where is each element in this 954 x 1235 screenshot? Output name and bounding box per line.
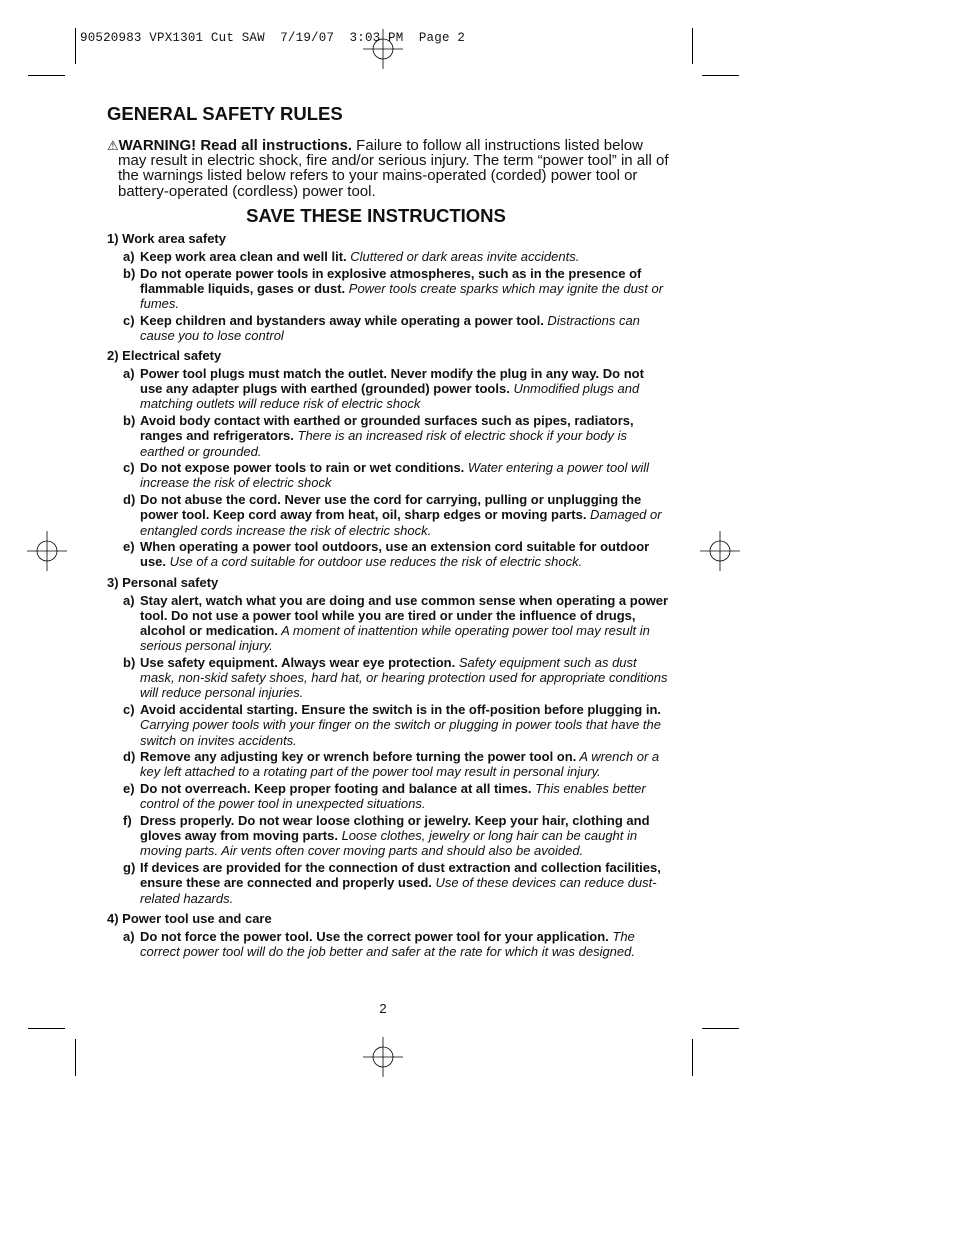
rule-label: d) — [123, 749, 136, 765]
rule-label: c) — [123, 702, 135, 718]
rule-item — [107, 813, 669, 859]
rule-label: b) — [123, 265, 136, 281]
rule-instruction: Do not operate power tools in explosive atmospheres, such as in the presence of flammable liquids, gases or dust. — [140, 265, 642, 296]
crop-mark — [75, 28, 76, 64]
rule-explanation: Safety equipment such as dust mask, non-skid safety shoes, hard hat, or hearing protection used for appropriate conditions will reduce personal injuries. — [140, 654, 668, 701]
rule-instruction: Keep work area clean and well lit. — [140, 248, 347, 264]
rule-explanation: The correct power tool will do the job better and safer at the rate for which it was designed. — [140, 928, 635, 959]
safety-section — [107, 575, 669, 906]
rule-label: a) — [123, 592, 135, 608]
registration-mark-icon — [700, 531, 740, 571]
rule-instruction: Do not overreach. Keep proper footing and balance at all times. — [140, 781, 532, 797]
registration-mark-icon — [363, 1037, 403, 1077]
rule-explanation: This enables better control of the power tool in unexpected situations. — [140, 781, 646, 812]
rule-item — [107, 313, 669, 343]
print-slug: 90520983 VPX1301 Cut SAW 7/19/07 3:03 PM Page 2 — [80, 31, 466, 45]
crop-mark — [692, 28, 693, 64]
warning-paragraph — [107, 138, 669, 199]
rule-instruction: Stay alert, watch what you are doing and use common sense when operating a power tool. Do not use a power tool while you are tired or under the influence of drugs, alcohol or medication. — [140, 592, 669, 639]
registration-mark-icon — [27, 531, 67, 571]
rule-label: e) — [123, 781, 135, 797]
rule-item — [107, 929, 669, 959]
rule-item — [107, 266, 669, 312]
rule-item — [107, 460, 669, 490]
rule-instruction: Use safety equipment. Always wear eye protection. — [140, 654, 456, 670]
rule-item — [107, 366, 669, 412]
rule-item — [107, 492, 669, 538]
rule-explanation: Water entering a power tool will increase the risk of electric shock — [140, 460, 650, 491]
rule-item — [107, 539, 669, 569]
rule-label: c) — [123, 460, 135, 476]
rule-instruction: Power tool plugs must match the outlet. Never modify the plug in any way. Do not use any adapter plugs with earthed (grounded) power tools. — [140, 366, 644, 397]
safety-section — [107, 348, 669, 570]
rule-instruction: Avoid accidental starting. Ensure the switch is in the off-position before plugging in. — [140, 702, 661, 718]
rule-explanation: Cluttered or dark areas invite accidents. — [346, 248, 580, 264]
rule-instruction: Avoid body contact with earthed or grounded surfaces such as pipes, radiators, ranges and refrigerators. — [140, 413, 634, 444]
page-content — [107, 103, 669, 964]
rule-item — [107, 860, 669, 906]
crop-mark — [28, 1028, 65, 1029]
safety-section — [107, 231, 669, 343]
rule-instruction: When operating a power tool outdoors, use an extension cord suitable for outdoor use. — [140, 539, 650, 570]
rule-explanation: A moment of inattention while operating power tool may result in serious personal injury. — [140, 623, 650, 654]
page-title: GENERAL SAFETY RULES — [107, 103, 343, 124]
warning-bold-text: WARNING! Read all instructions. — [118, 137, 353, 154]
section-title: 2) Electrical safety — [107, 348, 222, 364]
rule-item — [107, 655, 669, 701]
crop-mark — [692, 1039, 693, 1076]
section-title: 1) Work area safety — [107, 230, 226, 246]
rule-label: a) — [123, 366, 135, 382]
rule-instruction: Do not force the power tool. Use the correct power tool for your application. — [140, 928, 609, 944]
rule-item — [107, 702, 669, 748]
crop-mark — [28, 75, 65, 76]
section-title: 4) Power tool use and care — [107, 910, 272, 926]
rule-explanation: Damaged or entangled cords increase the risk of electric shock. — [140, 507, 662, 538]
rule-list — [107, 593, 669, 906]
rule-label: e) — [123, 539, 135, 555]
rule-list — [107, 929, 669, 959]
rule-label: b) — [123, 413, 136, 429]
safety-sections — [107, 231, 669, 959]
rule-instruction: Do not abuse the cord. Never use the cord for carrying, pulling or unplugging the power tool. Keep cord away from heat, oil, sharp edges or moving parts. — [140, 492, 642, 523]
rule-label: c) — [123, 312, 135, 328]
rule-explanation: Use of these devices can reduce dust-related hazards. — [140, 875, 657, 906]
rule-label: a) — [123, 928, 135, 944]
rule-instruction: Dress properly. Do not wear loose clothing or jewelry. Keep your hair, clothing and gloves away from moving parts. — [140, 813, 650, 844]
warning-text: Failure to follow all instructions listed below may result in electric shock, fire and/or serious injury. The term “power tool” in all of the warnings listed below refers to your mains-operated (corded) power tool or battery-operated (cordless) power tool. — [118, 137, 669, 200]
rule-item — [107, 413, 669, 459]
rule-item — [107, 593, 669, 654]
crop-mark — [702, 75, 739, 76]
rule-label: b) — [123, 654, 136, 670]
rule-instruction: If devices are provided for the connection of dust extraction and collection facilities, ensure these are connected and properly used. — [140, 860, 661, 891]
save-instructions-heading: SAVE THESE INSTRUCTIONS — [246, 204, 506, 226]
rule-item — [107, 249, 669, 264]
rule-explanation: A wrench or a key left attached to a rotating part of the power tool may result in personal injury. — [140, 749, 660, 780]
rule-instruction: Keep children and bystanders away while operating a power tool. — [140, 312, 544, 328]
rule-explanation: Carrying power tools with your finger on the switch or plugging in power tools that have the switch on invites accidents. — [140, 717, 662, 748]
rule-label: f) — [123, 813, 132, 829]
safety-section — [107, 911, 669, 959]
rule-explanation: Use of a cord suitable for outdoor use reduces the risk of electric shock. — [166, 554, 583, 570]
rule-item — [107, 749, 669, 779]
crop-mark — [75, 1039, 76, 1076]
rule-list — [107, 366, 669, 570]
crop-mark — [702, 1028, 739, 1029]
rule-explanation: Distractions can cause you to lose control — [140, 312, 640, 343]
rule-label: d) — [123, 492, 136, 508]
warning-triangle-icon: ⚠ — [107, 138, 119, 153]
page-number: 2 — [379, 1001, 387, 1016]
rule-explanation: Loose clothes, jewelry or long hair can be caught in moving parts. Air vents often cover moving parts and should also be avoided. — [140, 828, 638, 859]
section-title: 3) Personal safety — [107, 574, 219, 590]
rule-explanation: Power tools create sparks which may ignite the dust or fumes. — [140, 280, 664, 311]
rule-instruction: Do not expose power tools to rain or wet conditions. — [140, 460, 465, 476]
rule-item — [107, 781, 669, 811]
rule-explanation: Unmodified plugs and matching outlets will reduce risk of electric shock — [140, 381, 640, 412]
rule-list — [107, 249, 669, 343]
rule-instruction: Remove any adjusting key or wrench before turning the power tool on. — [140, 749, 577, 765]
rule-label: g) — [123, 860, 136, 876]
registration-mark-icon — [363, 29, 403, 69]
rule-explanation: There is an increased risk of electric shock if your body is earthed or grounded. — [140, 428, 627, 459]
rule-label: a) — [123, 248, 135, 264]
